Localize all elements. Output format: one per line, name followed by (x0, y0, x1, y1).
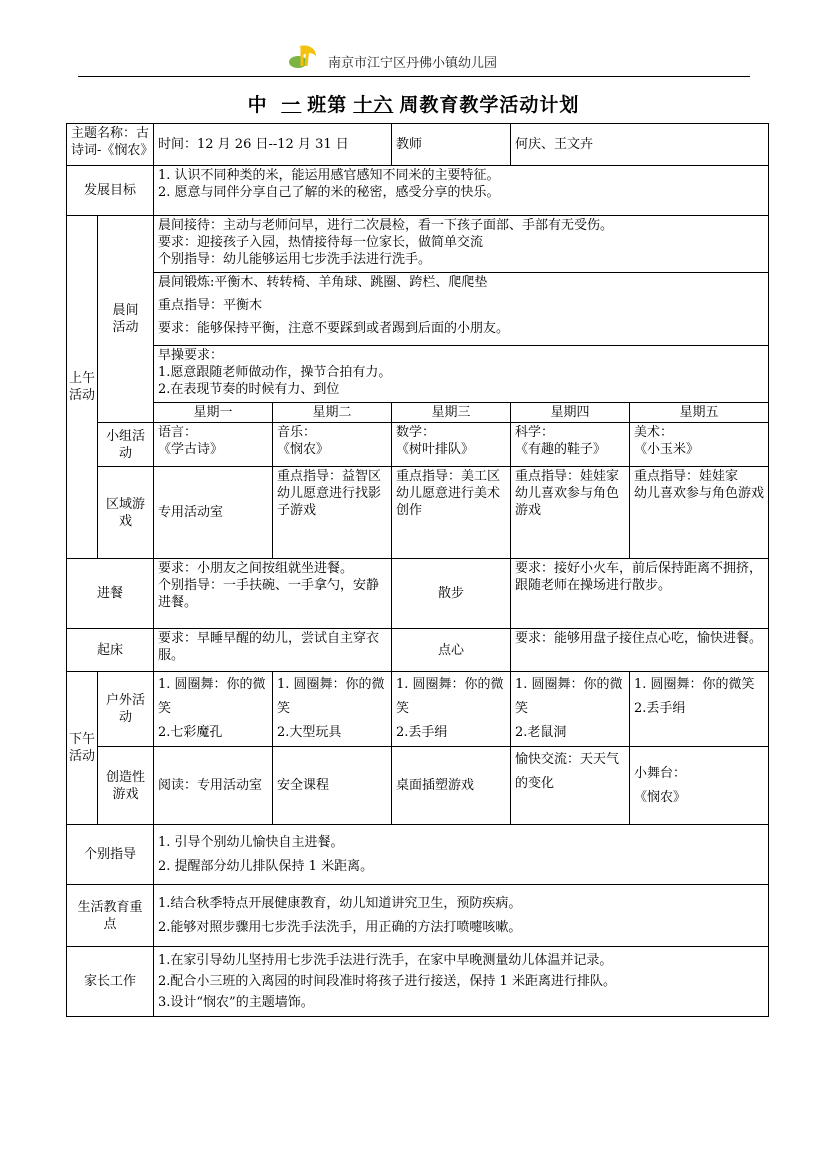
parents-line: 1.在家引导幼儿坚持用七步洗手法进行洗手，在家中早晚测量幼儿体温并记录。 (158, 953, 613, 968)
group-title: 《悯农》 (277, 442, 330, 457)
day-wednesday: 星期三 (392, 403, 511, 423)
creative-text: 阅读：专用活动室 (158, 777, 263, 793)
days-row (67, 403, 769, 423)
school-name: 南京市江宁区丹佛小镇幼儿园 (328, 56, 498, 71)
parents-line: 3.设计“悯农”的主题墙饰。 (158, 995, 314, 1010)
goals-label: 发展目标 (67, 166, 154, 216)
area-cell (630, 467, 769, 559)
area-label: 区域游戏 (98, 467, 154, 559)
outdoor-cell (392, 672, 511, 747)
title-part2: 班第 (307, 94, 348, 116)
exercise-line: 重点指导：平衡木 (158, 298, 263, 313)
meal-row (67, 559, 769, 629)
individual-row (67, 825, 769, 885)
area-focus: 重点指导：益智区 (277, 469, 382, 484)
creative-cell (511, 747, 630, 825)
outdoor-line: 2.老鼠洞 (515, 725, 567, 740)
title-part3: 周教育教学活动计划 (399, 94, 580, 116)
reception-content (154, 216, 769, 273)
area-cell (273, 467, 392, 559)
creative-text: 安全课程 (277, 778, 330, 793)
goals-content (154, 166, 769, 216)
life-row (67, 885, 769, 947)
day-monday: 星期一 (154, 403, 273, 423)
creative-text: 《悯农》 (634, 789, 687, 805)
creative-cell (392, 747, 511, 825)
group-cell (154, 423, 273, 467)
creative-cell (273, 747, 392, 825)
area-text: 幼儿喜欢参与角色游戏 (634, 486, 765, 501)
creative-text: 桌面插塑游戏 (396, 778, 475, 793)
outdoor-line: 1. 圆圈舞：你的微笑 (158, 677, 266, 716)
group-cell (273, 423, 392, 467)
area-focus: 重点指导：娃娃家 (634, 469, 739, 484)
day-thursday: 星期四 (511, 403, 630, 423)
reception-line: 晨间接待：主动与老师问早，进行二次晨检，看一下孩子面部、手部有无受伤。 (158, 218, 614, 233)
snack-label: 点心 (392, 629, 511, 672)
individual-label: 个别指导 (67, 825, 154, 885)
wake-content: 要求：早睡早醒的幼儿，尝试自主穿衣服。 (154, 629, 392, 672)
group-row (67, 423, 769, 467)
group-subject: 数学： (396, 425, 436, 440)
morning-exercise-line: 2.在表现节奏的时候有力、到位 (158, 382, 340, 397)
outdoor-line: 2.丢手绢 (396, 725, 448, 740)
theme-cell: 主题名称：古诗词-《悯农》 (67, 124, 154, 166)
individual-content (154, 825, 769, 885)
creative-label: 创造性游戏 (98, 747, 154, 825)
wake-label: 起床 (67, 629, 154, 672)
info-row (67, 124, 769, 166)
group-cell (392, 423, 511, 467)
snack-content: 要求：能够用盘子接住点心吃，愉快进餐。 (511, 629, 769, 672)
goal-item: 1. 认识不同种类的米，能运用感官感知不同米的主要特征。 (158, 168, 500, 183)
outdoor-line: 1. 圆圈舞：你的微笑 (396, 677, 504, 716)
walk-label: 散步 (392, 559, 511, 629)
parents-label: 家长工作 (67, 947, 154, 1017)
area-text: 幼儿愿意进行找影子游戏 (277, 486, 382, 518)
meal-content (154, 559, 392, 629)
group-title: 《有趣的鞋子》 (515, 442, 607, 457)
life-line: 1.结合秋季特点开展健康教育，幼儿知道讲究卫生，预防疾病。 (158, 895, 522, 911)
morning-exercise-line: 早操要求： (158, 348, 224, 363)
morning-exercise-row (67, 346, 769, 403)
exercise-line: 晨间锻炼:平衡木、转转椅、羊角球、跳圈、跨栏、爬爬垫 (158, 275, 488, 290)
morning-exercise-content (154, 346, 769, 403)
group-title: 《小玉米》 (634, 442, 700, 457)
weekly-plan-table (66, 123, 769, 1017)
group-subject: 科学： (515, 425, 555, 440)
meal-line: 个别指导：一手扶碗、一手拿勺，安静进餐。 (158, 578, 380, 610)
chenjian-label: 晨间 活动 (98, 216, 154, 423)
outdoor-line: 2.七彩魔孔 (158, 725, 223, 740)
wake-row (67, 629, 769, 672)
goal-item: 2. 愿意与同伴分享自己了解的米的秘密，感受分享的快乐。 (158, 185, 500, 200)
reception-line: 要求：迎接孩子入园，热情接待每一位家长，做简单交流 (158, 235, 484, 250)
outdoor-cell (154, 672, 273, 747)
outdoor-line: 2.丢手绢 (634, 701, 686, 716)
area-row (67, 467, 769, 559)
outdoor-line: 2.大型玩具 (277, 725, 342, 740)
morning-exercise-line: 1.愿意跟随老师做动作，操节合拍有力。 (158, 365, 392, 380)
kindergarten-logo-icon (286, 42, 322, 70)
time-cell: 时间：12 月 26 日--12 月 31 日 (154, 124, 392, 166)
outdoor-row (67, 672, 769, 747)
individual-line: 2. 提醒部分幼儿排队保持 1 米距离。 (158, 858, 374, 874)
area-focus: 重点指导：娃娃家 (515, 469, 620, 484)
title-class: 一 (281, 94, 302, 116)
area-cell (392, 467, 511, 559)
area-focus: 重点指导：美工区 (396, 469, 501, 484)
area-text: 幼儿喜欢参与角色游戏 (515, 486, 620, 518)
area-cell (511, 467, 630, 559)
group-cell (630, 423, 769, 467)
goals-row (67, 166, 769, 216)
exercise-line: 要求：能够保持平衡，注意不要踩到或者踢到后面的小朋友。 (158, 321, 510, 336)
outdoor-line: 1. 圆圈舞：你的微笑 (277, 677, 385, 716)
area-text: 专用活动室 (158, 505, 224, 520)
outdoor-label: 户外活动 (98, 672, 154, 747)
afternoon-label: 下午活动 (67, 672, 98, 825)
meal-label: 进餐 (67, 559, 154, 629)
area-text: 幼儿愿意进行美术创作 (396, 486, 501, 518)
parents-row (67, 947, 769, 1017)
title-week: 十六 (353, 94, 394, 116)
reception-line: 个别指导：幼儿能够运用七步洗手法进行洗手。 (158, 252, 432, 267)
life-content (154, 885, 769, 947)
page-title (0, 90, 827, 117)
creative-cell (630, 747, 769, 825)
title-part1: 中 (247, 94, 276, 116)
reception-row (67, 216, 769, 273)
parents-content (154, 947, 769, 1017)
outdoor-cell (273, 672, 392, 747)
teacher-label: 教师 (392, 124, 511, 166)
walk-content: 要求：接好小火车，前后保持距离不拥挤，跟随老师在操场进行散步。 (511, 559, 769, 629)
day-friday: 星期五 (630, 403, 769, 423)
group-label: 小组活动 (98, 423, 154, 467)
creative-text: 愉快交流：天天气的变化 (515, 752, 620, 791)
page-header (78, 40, 750, 77)
outdoor-cell (630, 672, 769, 747)
creative-row (67, 747, 769, 825)
creative-cell (154, 747, 273, 825)
outdoor-line: 1. 圆圈舞：你的微笑 (634, 677, 755, 692)
life-line: 2.能够对照步骤用七步洗手法洗手，用正确的方法打喷嚏咳嗽。 (158, 919, 522, 935)
group-title: 《树叶排队》 (396, 442, 475, 457)
teacher-names: 何庆、王文卉 (511, 124, 769, 166)
area-cell (154, 467, 273, 559)
group-subject: 语言： (158, 425, 198, 440)
creative-text: 小舞台： (634, 765, 687, 781)
group-title: 《学古诗》 (158, 442, 224, 457)
life-label: 生活教育重 点 (67, 885, 154, 947)
parents-line: 2.配合小三班的入离园的时间段准时将孩子进行接送，保持 1 米距离进行排队。 (158, 974, 616, 989)
exercise-row (67, 273, 769, 346)
group-subject: 美术： (634, 425, 674, 440)
meal-line: 要求：小朋友之间按组就坐进餐。 (158, 561, 354, 576)
outdoor-line: 1. 圆圈舞：你的微笑 (515, 677, 623, 716)
group-subject: 音乐： (277, 425, 317, 440)
outdoor-cell (511, 672, 630, 747)
group-cell (511, 423, 630, 467)
individual-line: 1. 引导个别幼儿愉快自主进餐。 (158, 834, 344, 850)
day-tuesday: 星期二 (273, 403, 392, 423)
morning-label: 上午活动 (67, 216, 98, 559)
exercise-content (154, 273, 769, 346)
